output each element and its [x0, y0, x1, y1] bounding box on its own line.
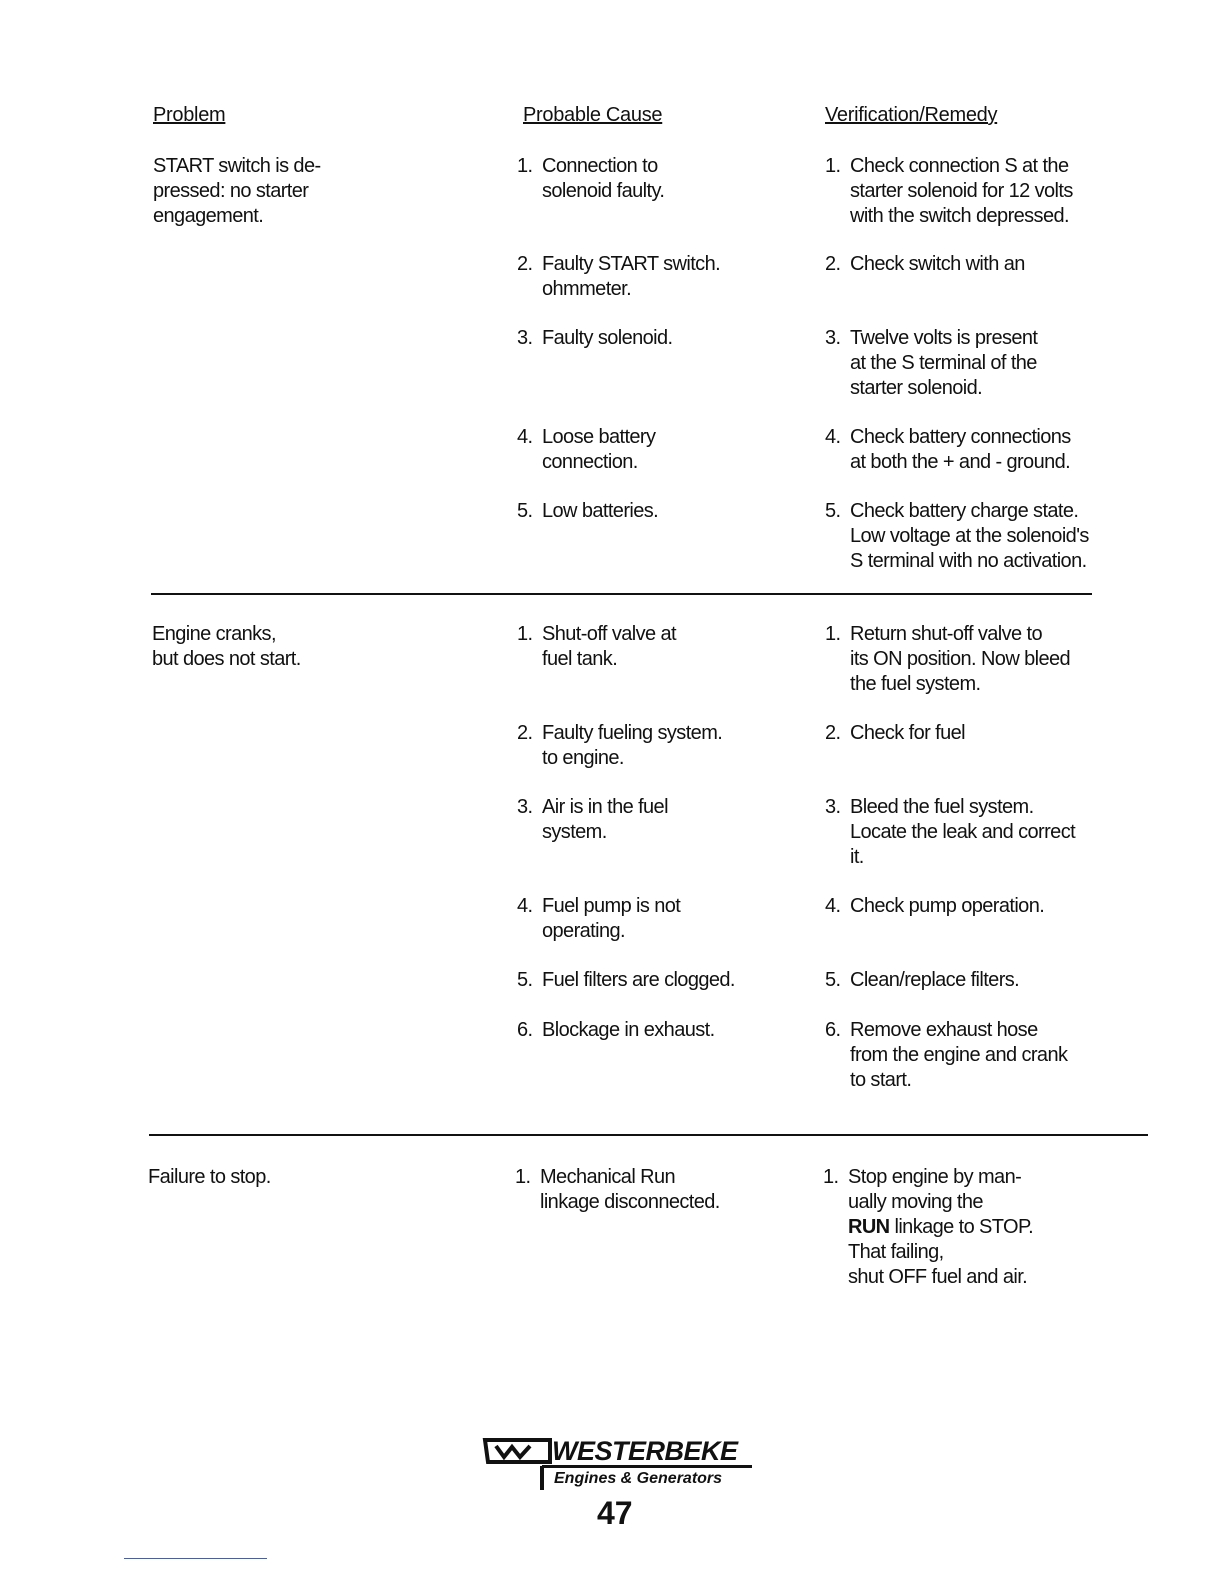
header-problem: Problem: [153, 104, 226, 126]
problem-failure-to-stop: Failure to stop.: [148, 1166, 271, 1188]
brand-name: WESTERBEKE: [552, 1436, 738, 1466]
run-keyword: RUN: [848, 1216, 890, 1238]
problem-start-switch: START switch is de- pressed: no starter engagement.: [153, 155, 321, 227]
header-verification-remedy: Verification/Remedy: [825, 104, 998, 126]
header-probable-cause: Probable Cause: [523, 104, 663, 126]
page-number: 47: [597, 1495, 633, 1531]
problem-engine-cranks: Engine cranks, but does not start.: [152, 623, 301, 670]
w-mark-icon: [482, 1438, 554, 1468]
logo-stem: [540, 1466, 544, 1490]
brand-tagline: Engines & Generators: [554, 1470, 723, 1487]
westerbeke-logo: [482, 1438, 752, 1494]
run-linkage-line: RUN linkage to STOP.: [848, 1216, 1034, 1238]
section-divider: [151, 593, 1092, 595]
edge-line: [124, 1558, 267, 1559]
section-divider: [149, 1134, 1148, 1136]
